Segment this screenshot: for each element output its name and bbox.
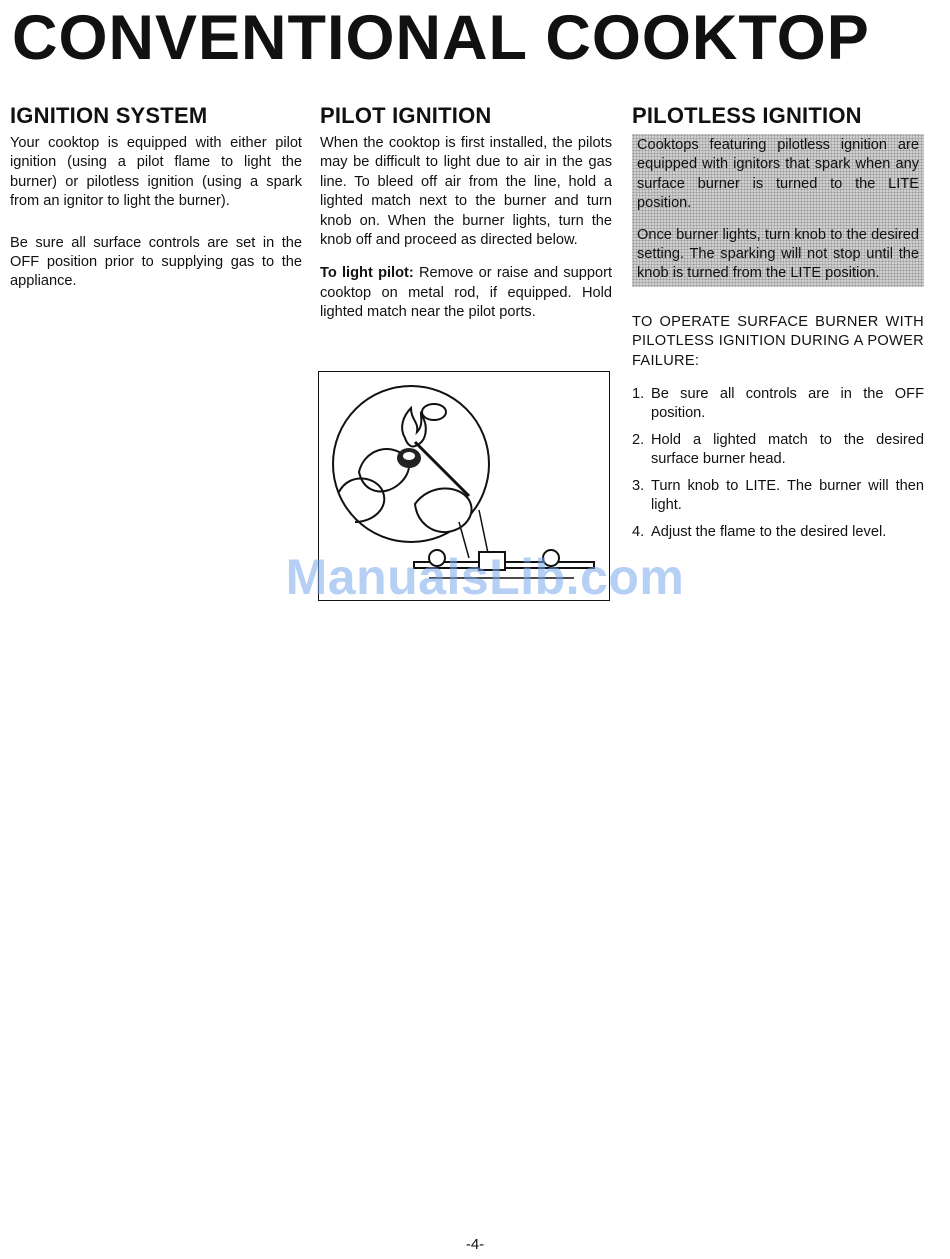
- pilot-ignition-paragraph: When the cooktop is first installed, the pilots may be difficult to light due to air in the gas line. To bleed off air from the line, hold a lighted match next to the burner and turn knob on. When the burner lights, turn the knob off and proceed as directed below.: [320, 135, 612, 249]
- ignition-system-heading: IGNITION SYSTEM: [10, 103, 208, 128]
- leader-line-1: [459, 522, 469, 558]
- step-item: [632, 431, 924, 470]
- pilotless-shaded-paragraph-2: Once burner lights, turn knob to the desired setting. The sparking will not stop until the knob is turned from the LITE position.: [637, 226, 919, 282]
- power-failure-heading: TO OPERATE SURFACE BURNER WITH PILOTLESS IGNITION DURING A POWER FAILURE:: [632, 313, 924, 369]
- step-text: Adjust the flame to the desired level.: [651, 523, 887, 540]
- light-pilot-text: Remove or raise and support cooktop on metal rod, if equipped. Hold lighted match near the pilot ports.: [320, 265, 613, 321]
- page-number: -4-: [465, 1236, 485, 1253]
- pilotless-shaded-paragraph-1: Cooktops featuring pilotless ignition are equipped with ignitors that spark when any surface burner is turned to the LITE position.: [637, 137, 919, 212]
- step-item: [632, 385, 924, 424]
- power-failure-steps: [632, 385, 924, 542]
- pilot-port: [403, 452, 415, 460]
- pilot-ignition-section: [320, 102, 612, 323]
- burner-head-right: [543, 550, 559, 566]
- pilot-lighting-drawing: [319, 372, 609, 600]
- burner-head-left: [429, 550, 445, 566]
- light-pilot-instructions: [320, 264, 612, 322]
- page-title: CONVENTIONAL COOKTOP: [12, 3, 870, 73]
- step-item: [632, 523, 924, 542]
- ignition-system-paragraph-2: Be sure all surface controls are set in the OFF position prior to supplying gas to the appliance.: [10, 234, 302, 290]
- leader-line-2: [479, 510, 489, 558]
- knob-shape: [422, 404, 446, 420]
- step-number: 1.: [632, 386, 645, 403]
- pilotless-ignition-heading: PILOTLESS IGNITION: [632, 103, 862, 128]
- pilot-lighting-illustration: [318, 371, 610, 601]
- step-item: [632, 477, 924, 516]
- step-number: 3.: [632, 477, 645, 494]
- step-number: 2.: [632, 431, 645, 448]
- step-text: Hold a lighted match to the desired surface burner head.: [651, 431, 924, 468]
- shaded-note-box: [632, 134, 924, 287]
- pilot-assembly: [479, 552, 505, 570]
- pilot-ignition-heading: PILOT IGNITION: [320, 103, 492, 128]
- step-number: 4.: [632, 523, 645, 540]
- pilotless-ignition-section: [632, 102, 924, 549]
- step-text: Turn knob to LITE. The burner will then light.: [651, 477, 924, 514]
- ignition-system-paragraph-1: Your cooktop is equipped with either pilot ignition (using a pilot flame to light the burner) or pilotless ignition (using a spark from an ignitor to light the burner).: [10, 135, 302, 210]
- ignition-system-section: [10, 102, 302, 292]
- step-text: Be sure all controls are in the OFF position.: [651, 386, 924, 422]
- watermark: ManualsLib.com: [285, 549, 685, 605]
- light-pilot-label: To light pilot:: [320, 265, 414, 282]
